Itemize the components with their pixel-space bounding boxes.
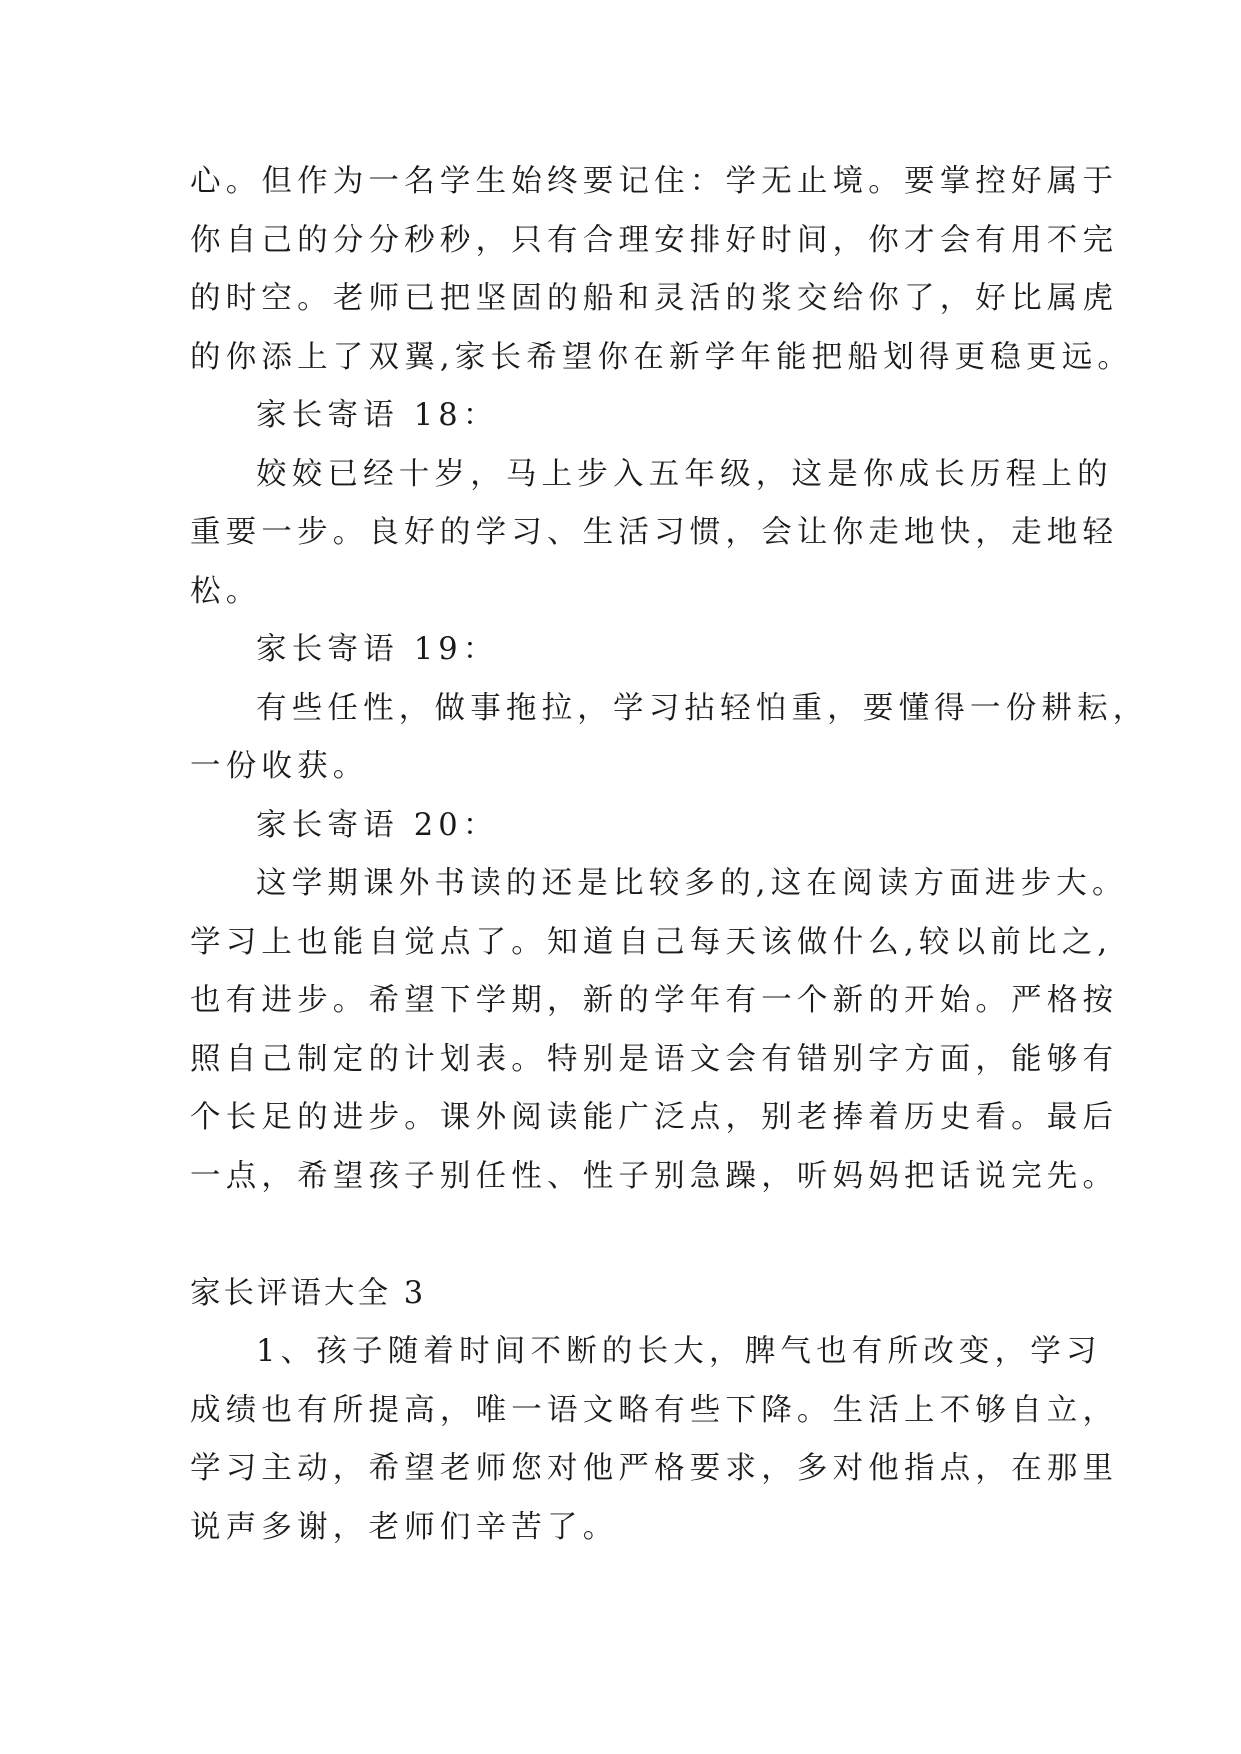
text-line: 这学期课外书读的还是比较多的,这在阅读方面进步大。: [256, 866, 1128, 901]
section-spacer: [190, 1206, 1060, 1265]
text-line: 一份收获。: [190, 749, 369, 784]
document-body: [190, 153, 1149, 1557]
text-line: 照自己制定的计划表。特别是语文会有错别字方面，能够有: [190, 1041, 1119, 1077]
text-line: 松。: [190, 573, 262, 609]
text-line: 心。但作为一名学生始终要记住：学无止境。要掌控好属于: [190, 164, 1119, 199]
text-line: 有些任性，做事拖拉，学习拈轻怕重，要懂得一份耕耘，: [256, 690, 1149, 726]
text-line: 学习上也能自觉点了。知道自己每天该做什么,较以前比之,: [190, 924, 1113, 960]
text-line: 个长足的进步。课外阅读能广泛点，别老捧着历史看。最后: [190, 1100, 1119, 1135]
text-line: 姣姣已经十岁，马上步入五年级，这是你成长历程上的: [256, 456, 1113, 492]
message-heading-19: 家长寄语 19：: [256, 632, 499, 667]
text-line: 也有进步。希望下学期，新的学年有一个新的开始。严格按: [190, 983, 1119, 1018]
message-heading-20: 家长寄语 20：: [256, 807, 499, 843]
text-line: 学习主动，希望老师您对他严格要求，多对他指点，在那里: [190, 1451, 1119, 1486]
text-line: 成绩也有所提高，唯一语文略有些下降。生活上不够自立，: [190, 1392, 1119, 1428]
text-line: 说声多谢，老师们辛苦了。: [190, 1509, 619, 1545]
text-line: 的时空。老师已把坚固的船和灵活的浆交给你了，好比属虎: [190, 281, 1119, 316]
text-line: 的你添上了双翼,家长希望你在新学年能把船划得更稳更远。: [190, 339, 1134, 375]
section-title: 家长评语大全 3: [190, 1275, 427, 1311]
text-line: 一点，希望孩子别任性、性子别急躁，听妈妈把话说完先。: [190, 1158, 1119, 1194]
text-line: 重要一步。良好的学习、生活习惯，会让你走地快，走地轻: [190, 515, 1119, 550]
message-heading-18: 家长寄语 18：: [256, 398, 499, 433]
text-line: 你自己的分分秒秒，只有合理安排好时间，你才会有用不完: [190, 222, 1119, 258]
text-line: 1、孩子随着时间不断的长大，脾气也有所改变，学习: [256, 1334, 1102, 1369]
